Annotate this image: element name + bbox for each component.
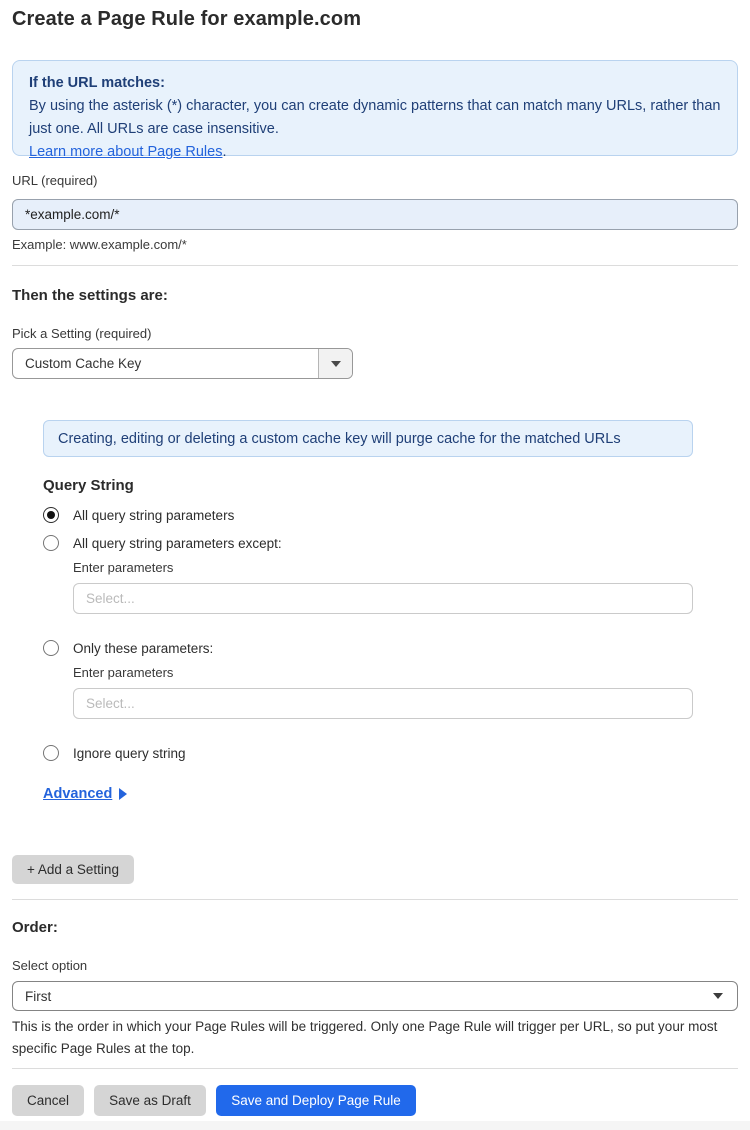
setting-select[interactable] bbox=[12, 348, 353, 379]
divider bbox=[12, 265, 738, 266]
radio-label: Ignore query string bbox=[73, 745, 186, 761]
save-as-draft-button[interactable]: Save as Draft bbox=[94, 1085, 206, 1116]
page-title: Create a Page Rule for example.com bbox=[12, 8, 362, 30]
radio-all-query-string-parameters[interactable] bbox=[43, 507, 234, 523]
radio-only-these-parameters[interactable] bbox=[43, 640, 213, 656]
query-string-heading: Query String bbox=[43, 477, 134, 494]
url-field-label: URL (required) bbox=[12, 173, 98, 188]
radio-ignore-query-string[interactable] bbox=[43, 745, 186, 761]
only-these-parameters-input[interactable] bbox=[73, 688, 693, 719]
enter-parameters-label: Enter parameters bbox=[73, 665, 174, 680]
url-example-text: Example: www.example.com/* bbox=[12, 237, 187, 252]
radio-icon[interactable] bbox=[43, 507, 59, 523]
add-setting-button[interactable]: + Add a Setting bbox=[12, 855, 134, 884]
chevron-right-icon bbox=[119, 788, 127, 800]
divider bbox=[12, 1068, 738, 1069]
radio-all-query-string-parameters-except[interactable] bbox=[43, 535, 282, 551]
order-help-text: This is the order in which your Page Rules will be triggered. Only one Page Rule will trigger per URL, so put your most specific Page Rules at the top. bbox=[12, 1019, 718, 1056]
order-select[interactable] bbox=[12, 981, 738, 1011]
divider bbox=[12, 899, 738, 900]
advanced-link-label: Advanced bbox=[43, 786, 113, 802]
radio-label: All query string parameters except: bbox=[73, 535, 282, 551]
radio-icon[interactable] bbox=[43, 745, 59, 761]
radio-icon[interactable] bbox=[43, 535, 59, 551]
order-select-label: Select option bbox=[12, 958, 88, 973]
setting-select-value: Custom Cache Key bbox=[25, 356, 142, 371]
url-match-notice-heading: If the URL matches: bbox=[29, 75, 165, 91]
chevron-down-icon bbox=[713, 993, 723, 999]
radio-label: Only these parameters: bbox=[73, 640, 214, 656]
order-section-heading: Order: bbox=[12, 919, 58, 936]
url-match-notice bbox=[12, 60, 738, 160]
save-and-deploy-button[interactable]: Save and Deploy Page Rule bbox=[216, 1085, 416, 1116]
enter-parameters-label: Enter parameters bbox=[73, 560, 174, 575]
cancel-button[interactable]: Cancel bbox=[12, 1085, 84, 1116]
cache-key-notice bbox=[43, 420, 693, 457]
setting-select-arrow-button[interactable] bbox=[318, 349, 352, 378]
learn-more-link-suffix: . bbox=[222, 144, 227, 160]
parameters-except-input[interactable] bbox=[73, 583, 693, 614]
url-match-notice-body: By using the asterisk (*) character, you can create dynamic patterns that can match many URLs, rather than just one. All URLs are case insensitive. bbox=[29, 98, 721, 137]
page-background-edge bbox=[0, 1121, 750, 1130]
learn-more-link[interactable]: Learn more about Page Rules bbox=[29, 144, 223, 160]
radio-icon[interactable] bbox=[43, 640, 59, 656]
cache-key-notice-text: Creating, editing or deleting a custom cache key will purge cache for the matched URLs bbox=[58, 430, 621, 447]
settings-section-heading: Then the settings are: bbox=[12, 287, 168, 304]
chevron-down-icon bbox=[331, 361, 341, 367]
pick-setting-label: Pick a Setting (required) bbox=[12, 326, 152, 341]
advanced-link[interactable] bbox=[43, 786, 127, 802]
url-input[interactable] bbox=[12, 199, 738, 230]
radio-label: All query string parameters bbox=[73, 507, 235, 523]
order-select-value: First bbox=[25, 988, 52, 1004]
